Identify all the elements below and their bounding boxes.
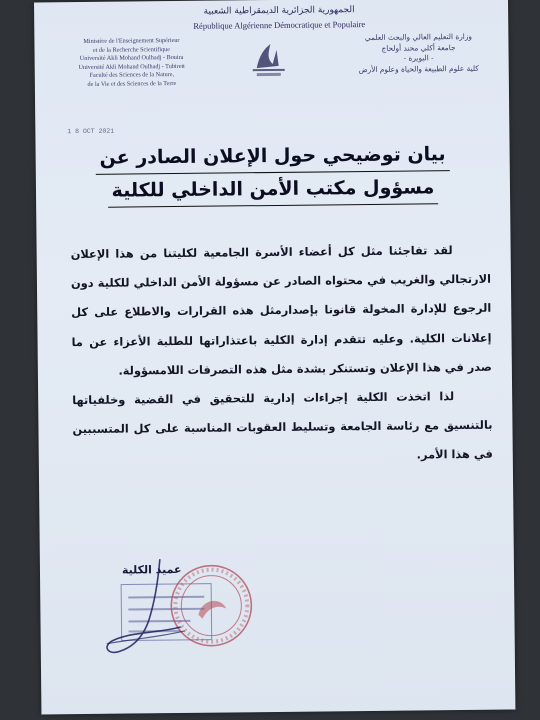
institution-line: Ministère de l'Enseignement Supérieur bbox=[83, 36, 180, 45]
republic-name-arabic: الجمهورية الجزائرية الديمقراطية الشعبية bbox=[203, 5, 355, 17]
dean-signature bbox=[88, 551, 199, 672]
institution-line: et de la Recherche Scientifique bbox=[92, 45, 171, 54]
institution-line: Université Akli Mohand Oulhadj - Bouira bbox=[79, 54, 184, 63]
date-stamp: 1 8 OCT 2021 bbox=[67, 127, 115, 136]
document-page bbox=[34, 0, 515, 714]
title-line: مسؤول مكتب الأمن الداخلي للكلية bbox=[107, 171, 438, 207]
institution-french bbox=[46, 37, 217, 90]
document-title bbox=[55, 138, 490, 209]
institution-line: Faculté des Sciences de la Nature, bbox=[89, 71, 175, 80]
institution-arabic bbox=[338, 32, 498, 76]
institution-line: وزارة التعليم العالي والبحث العلمي bbox=[364, 31, 473, 43]
institution-line: - البويرة - bbox=[403, 53, 434, 63]
institution-line: كلية علوم الطبيعة والحياة وعلوم الأرض bbox=[358, 63, 479, 74]
body-paragraph: لقد تفاجئنا مثل كل أعضاء الأسرة الجامعية لكليتنا من هذا الإعلان الارتجالي والغريب في محتواه الصادر عن مسؤولة الأمن الداخلي للكلية دون الرجوع للإدارة المخولة قانونا بإصدارمثل هذه القرارات والاطلاع على كل إعلانات الكلية. وعليه تتقدم إدارة الكلية باعتذاراتها للطلبة الأعزاء عن ما صدر في هذا الإعلان وتستنكر بشدة مثل هذه التصرفات اللامسؤولة. bbox=[70, 243, 492, 378]
letterhead bbox=[34, 0, 509, 122]
institution-line: جامعة أكلي محند أولحاج bbox=[381, 42, 456, 53]
republic-name-french: République Algérienne Démocratique et Populaire bbox=[193, 19, 366, 31]
university-logo bbox=[246, 40, 290, 80]
body-paragraph: لذا اتخذت الكلية إجراءات إدارية للتحقيق في القضية وخلفياتها بالتنسيق مع رئاسة الجامعة وتسليط العقوبات المناسبة على كل المتسببين في هذا الأمر. bbox=[72, 389, 493, 462]
dean-signature-label: عميد الكلية bbox=[121, 562, 182, 577]
document-body bbox=[71, 236, 493, 474]
institution-line: de la Vie et des Sciences de la Terre bbox=[87, 79, 177, 88]
title-line: بيان توضيحي حول الإعلان الصادر عن bbox=[95, 138, 449, 175]
institution-line: Université Akli Mohand Oulhadj - Tubirett bbox=[78, 62, 185, 71]
